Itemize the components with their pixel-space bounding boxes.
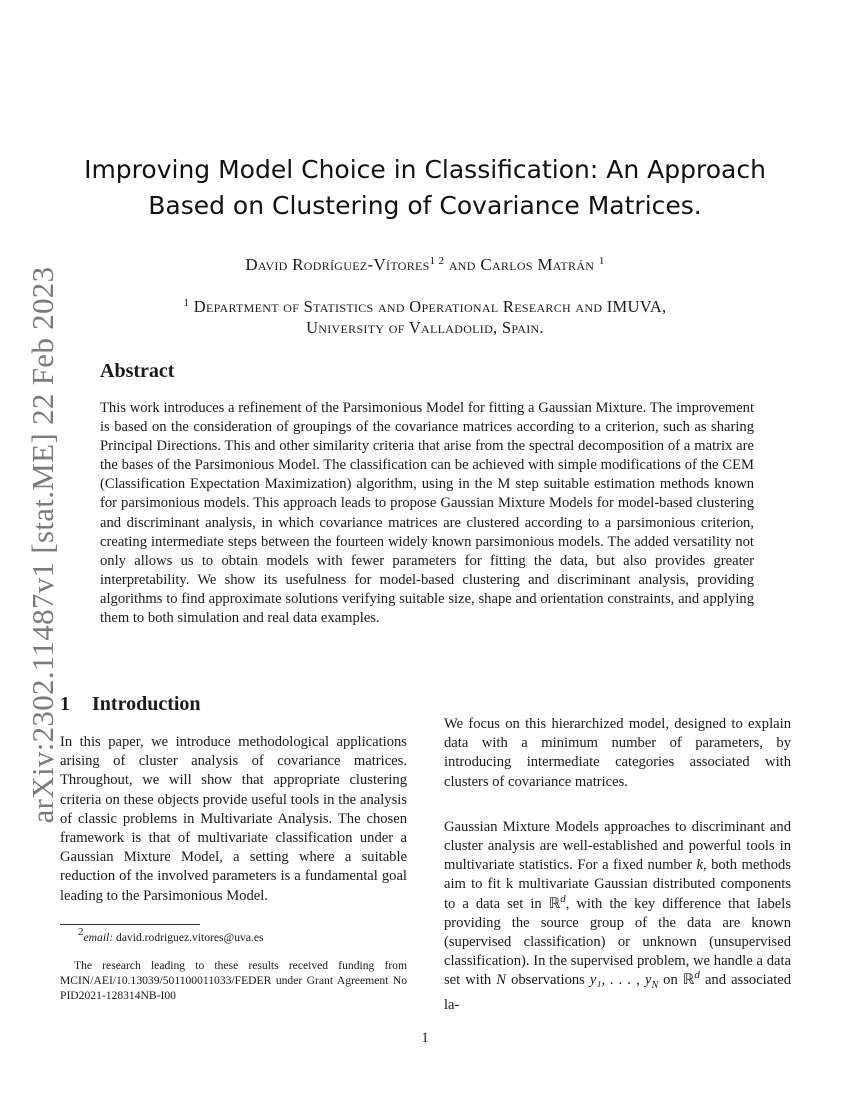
affiliation: [60, 296, 790, 338]
footnote-divider: [60, 924, 200, 925]
footnote-marker: 2: [78, 926, 84, 938]
abstract-heading: Abstract: [100, 360, 175, 382]
section-title: Introduction: [92, 693, 201, 715]
arxiv-identifier-stamp: arXiv:2302.11487v1 [stat.ME] 22 Feb 2023: [25, 266, 60, 824]
math-observations: y₁, . . . , y: [589, 972, 652, 989]
footnotes: [60, 926, 407, 1003]
section-number: 1: [60, 693, 70, 715]
paper-title: Improving Model Choice in Classification: An Approach Based on Clustering of Covariance Matrices.: [84, 155, 766, 220]
author-conjunction: and: [448, 255, 476, 274]
author-line: [60, 255, 790, 275]
author-email: david.rodriguez.vitores@uva.es: [116, 931, 264, 944]
email-label: email:: [83, 931, 114, 944]
paragraph: Gaussian Mixture Models approaches to discriminant and cluster analysis are well-established and powerful tools in multivariate statistics. For a fixed number k, both methods aim to fit k multivariate Gaussian distributed components to a data set in ℝ$^d$, with the key difference that labels providing the source group of the data are known (supervised classification) or unknown (unsupervised classification). In the supervised problem, we handle a data set with N observations y₁, . . . , $y_N$ on ℝ$^d$ and associated la-: [444, 818, 792, 1013]
math-real-space: ℝ: [682, 972, 695, 989]
affiliation-line: Department of Statistics and Operational Research and IMUVA,: [193, 297, 667, 316]
page-number: 1: [421, 1030, 429, 1046]
affiliation-line: University of Valladolid, Spain.: [306, 318, 544, 337]
author-affiliation-marker: 1: [598, 255, 605, 267]
section-heading: [60, 693, 201, 716]
affiliation-marker: 1: [183, 297, 190, 309]
funding-note: The research leading to these results received funding from MCIN/AEI/10.13039/501100011033/FEDER under Grant Agreement No PID2021-128314NB-I00: [60, 959, 407, 1002]
author-affiliation-marker: 1 2: [429, 255, 445, 267]
paragraph: We focus on this hierarchized model, designed to explain data with a minimum number of parameters, by introducing intermediate categories associated with clusters of covariance matrices.: [444, 716, 791, 790]
email-footnote: [60, 926, 407, 945]
author-name: David Rodríguez-Vítores: [245, 255, 430, 274]
math-real-space: ℝ: [548, 895, 561, 912]
abstract-text: This work introduces a refinement of the Parsimonious Model for fitting a Gaussian Mixture. The improvement is based on the consideration of groupings of the covariance matrices according to a criterion, such as sharing Principal Directions. This and other similarity criteria that arise from the spectral decomposition of a matrix are the bases of the Parsimonious Model. The classification can be achieved with simple modifications of the CEM (Classification Expectation Maximization) algorithm, using in the M step suitable estimation methods known for parsimonious models. This approach leads to propose Gaussian Mixture Models for model-based clustering and discriminant analysis, in which covariance matrices are clustered according to a parsimonious criterion, creating intermediate steps between the fourteen widely known parsimonious models. The added versatility not only allows us to obtain models with fewer parameters for fitting the data, but also provides greater interpretability. We show its usefulness for model-based clustering and discriminant analysis, providing algorithms to find approximate solutions verifying suitable size, shape and orientation constraints, and applying them to both simulation and real data examples.: [100, 400, 754, 627]
intro-left-column-paragraph: In this paper, we introduce methodological applications arising of cluster analysis of covariance matrices. Throughout, we will show that appropriate clustering criteria on these objects provide useful tools in the analysis of classic problems in Multivariate Analysis. The chosen framework is that of multivariate classification under a Gaussian Mixture Model, a setting where a suitable reduction of the involved parameters is a fundamental goal leading to the Parsimonious Model.: [60, 734, 407, 904]
math-symbol: N: [496, 972, 507, 989]
author-name: Carlos Matrán: [480, 255, 595, 274]
intro-right-column: [444, 715, 791, 1015]
math-symbol: k: [696, 857, 704, 874]
